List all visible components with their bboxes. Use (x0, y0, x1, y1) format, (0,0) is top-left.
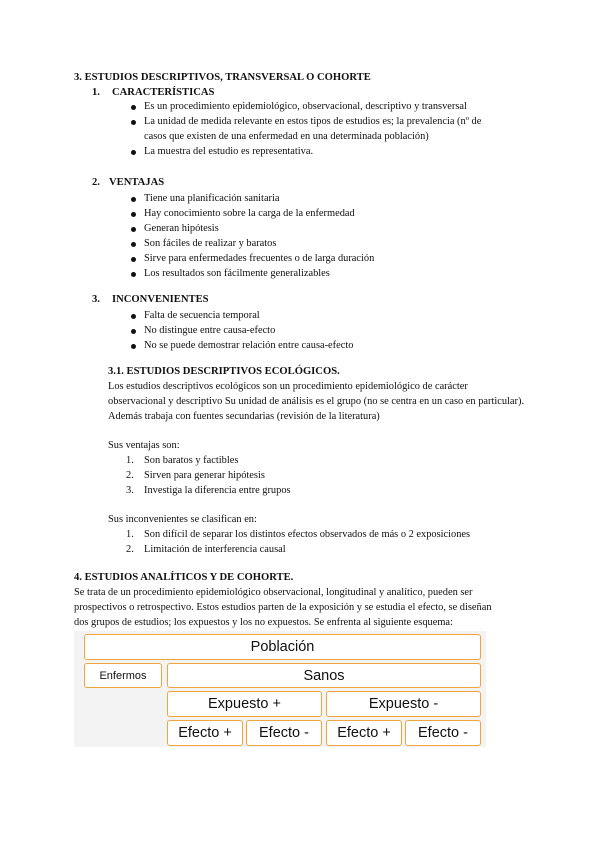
bullet-icon (131, 212, 136, 217)
box-sanos: Sanos (167, 663, 481, 688)
list-number: 2. (126, 544, 134, 555)
list-item: Hay conocimiento sobre la carga de la enfermedad (144, 208, 355, 219)
list-item: Sirven para generar hipótesis (144, 470, 265, 481)
ventajas-intro: Sus ventajas son: (108, 440, 180, 451)
list-number: 3. (126, 485, 134, 496)
box-efecto-negativo: Efecto - (405, 720, 481, 746)
bullet-icon (131, 242, 136, 247)
list-item: No se puede demostrar relación entre causa-efecto (144, 340, 354, 351)
caracteristicas-number: 1. (92, 87, 100, 98)
box-efecto-positivo: Efecto + (326, 720, 402, 746)
ventajas-heading: VENTAJAS (109, 177, 165, 188)
bullet-icon (131, 105, 136, 110)
box-poblacion: Población (84, 634, 481, 660)
list-item: Son fáciles de realizar y baratos (144, 238, 277, 249)
list-item: Limitación de interferencia causal (144, 544, 286, 555)
list-item: Sirve para enfermedades frecuentes o de larga duración (144, 253, 375, 264)
bullet-icon (131, 150, 136, 155)
list-item: Falta de secuencia temporal (144, 310, 260, 321)
cohort-scheme (74, 631, 486, 747)
list-item: Los resultados son fácilmente generalizables (144, 268, 330, 279)
list-number: 1. (126, 455, 134, 466)
inconvenientes-heading: INCONVENIENTES (112, 294, 209, 305)
box-enfermos: Enfermos (84, 663, 162, 688)
list-item: La unidad de medida relevante en estos tipos de estudios es; la prevalencia (nº de (144, 116, 482, 127)
list-item: La muestra del estudio es representativa. (144, 146, 314, 157)
section-3-1-paragraph: Los estudios descriptivos ecológicos son un procedimiento epidemiológico de carácter observacional y descriptivo Su unidad de análisis es el grupo (no se centra en un caso en particular). Además trabaja con fuentes secundarias (revisión de la literatura) (108, 381, 525, 423)
bullet-icon (131, 329, 136, 334)
list-item: Son baratos y factibles (144, 455, 239, 466)
bullet-icon (131, 344, 136, 349)
list-item: No distingue entre causa-efecto (144, 325, 276, 336)
inconvenientes-number: 3. (92, 294, 100, 305)
list-item: Son difícil de separar los distintos efectos observados de más o 2 exposiciones (144, 529, 471, 540)
inconvenientes-intro: Sus inconvenientes se clasifican en: (108, 514, 257, 525)
bullet-icon (131, 314, 136, 319)
bullet-icon (131, 257, 136, 262)
list-item-continuation: casos que existen de una enfermedad en una determinada población) (144, 131, 429, 142)
bullet-icon (131, 197, 136, 202)
box-expuesto-negativo: Expuesto - (326, 691, 481, 717)
list-number: 2. (126, 470, 134, 481)
list-item: Investiga la diferencia entre grupos (144, 485, 291, 496)
box-efecto-negativo: Efecto - (246, 720, 322, 746)
caracteristicas-heading: CARACTERÍSTICAS (112, 87, 215, 98)
section-3-1-title: 3.1. ESTUDIOS DESCRIPTIVOS ECOLÓGICOS. (108, 366, 340, 377)
section-4-paragraph: Se trata de un procedimiento epidemiológico observacional, longitudinal y analítico, pueden ser prospectivos o retrospectivo. Estos estudios parten de la exposición y se estudia el efecto, se diseñan dos grupos de estudios; los expuestos y los no expuestos. Se enfrenta al siguiente esquema: (74, 587, 492, 629)
ventajas-number: 2. (92, 177, 100, 188)
section-4-title: 4. ESTUDIOS ANALÍTICOS Y DE COHORTE. (74, 572, 294, 583)
list-item: Tiene una planificación sanitaria (144, 193, 280, 204)
bullet-icon (131, 272, 136, 277)
list-item: Es un procedimiento epidemiológico, observacional, descriptivo y transversal (144, 101, 467, 112)
list-number: 1. (126, 529, 134, 540)
list-item: Generan hipótesis (144, 223, 219, 234)
bullet-icon (131, 227, 136, 232)
box-efecto-positivo: Efecto + (167, 720, 243, 746)
bullet-icon (131, 120, 136, 125)
section-3-title: 3. ESTUDIOS DESCRIPTIVOS, TRANSVERSAL O COHORTE (74, 72, 371, 83)
box-expuesto-positivo: Expuesto + (167, 691, 322, 717)
